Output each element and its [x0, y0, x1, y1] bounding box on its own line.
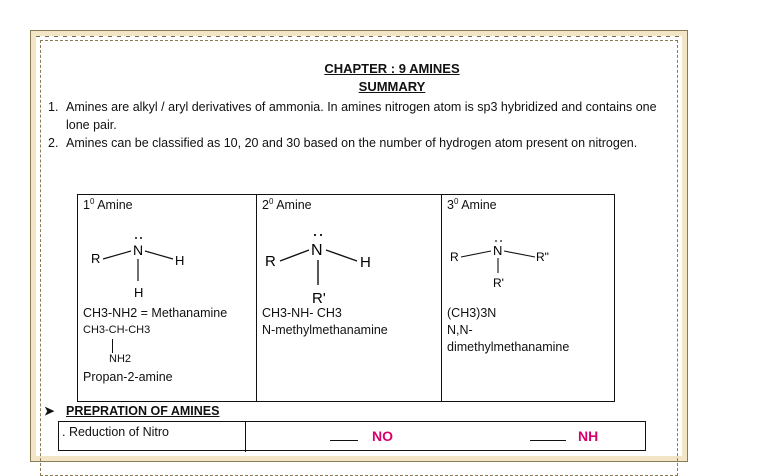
- tertiary-name-cont: dimethylmethanamine: [447, 340, 570, 354]
- tertiary-amine-structure: [447, 215, 607, 305]
- secondary-amine-structure: [262, 215, 422, 305]
- reduction-label: . Reduction of Nitro: [62, 425, 169, 439]
- atom-r-prime: R': [493, 276, 504, 290]
- atom-h: H: [175, 253, 185, 268]
- propan-name: Propan-2-amine: [83, 370, 173, 384]
- primary-amine-structure: [83, 215, 243, 305]
- atom-h: H: [360, 254, 371, 271]
- arrow-bullet-icon: ➤: [44, 404, 55, 418]
- tertiary-name: N,N-: [447, 323, 473, 337]
- summary-points: [48, 98, 678, 152]
- point-text: Amines can be classified as 10, 20 and 30 based on the number of hydrogen atom present on nitrogen.: [66, 136, 638, 150]
- summary-point-1: [48, 98, 678, 134]
- secondary-amine-cell: [257, 195, 442, 402]
- preparation-heading: ➤ PREPRATION OF AMINES: [44, 404, 220, 418]
- bond-line: [112, 339, 113, 353]
- primary-amine-heading: $1^0$ Amine: [83, 197, 133, 213]
- atom-r: R: [91, 251, 101, 266]
- secondary-name: N-methylmethanamine: [262, 323, 388, 337]
- tertiary-amine-cell: [442, 195, 615, 402]
- summary-heading: SUMMARY: [358, 79, 426, 94]
- nh2-group: NH2: [109, 353, 132, 365]
- atom-h: H: [134, 285, 144, 300]
- secondary-amine-heading: $2^0$ Amine: [262, 197, 312, 213]
- secondary-formula: CH3-NH- CH3: [262, 306, 342, 320]
- atom-n: N: [133, 242, 144, 258]
- atom-n: N: [493, 243, 503, 258]
- tertiary-formula: (CH3)3N: [447, 306, 497, 320]
- atom-r: R: [265, 253, 276, 270]
- primary-formula: CH3-NH2 = Methanamine: [83, 306, 228, 320]
- amine-classification-table: [77, 194, 615, 402]
- atom-n: N: [311, 242, 323, 259]
- point-number: 1.: [48, 100, 59, 114]
- amine-group: NH: [578, 428, 599, 444]
- tertiary-amine-heading: $3^0$ Amine: [447, 197, 497, 213]
- atom-r-double-prime: R": [536, 250, 549, 264]
- atom-r-prime: R': [312, 290, 326, 305]
- summary-point-2: [48, 134, 678, 152]
- point-text: Amines are alkyl / aryl derivatives of ammonia. In amines nitrogen atom is sp3 hybridized and contains one lone pair.: [66, 100, 657, 132]
- primary-amine-cell: [78, 195, 257, 402]
- point-number: 2.: [48, 136, 59, 150]
- propan-formula: CH3-CH-CH3: [83, 324, 151, 336]
- nitro-group: NO: [372, 428, 393, 444]
- chapter-title: CHAPTER : 9 AMINES: [324, 61, 460, 76]
- table-divider: [245, 422, 246, 452]
- atom-r: R: [450, 250, 459, 264]
